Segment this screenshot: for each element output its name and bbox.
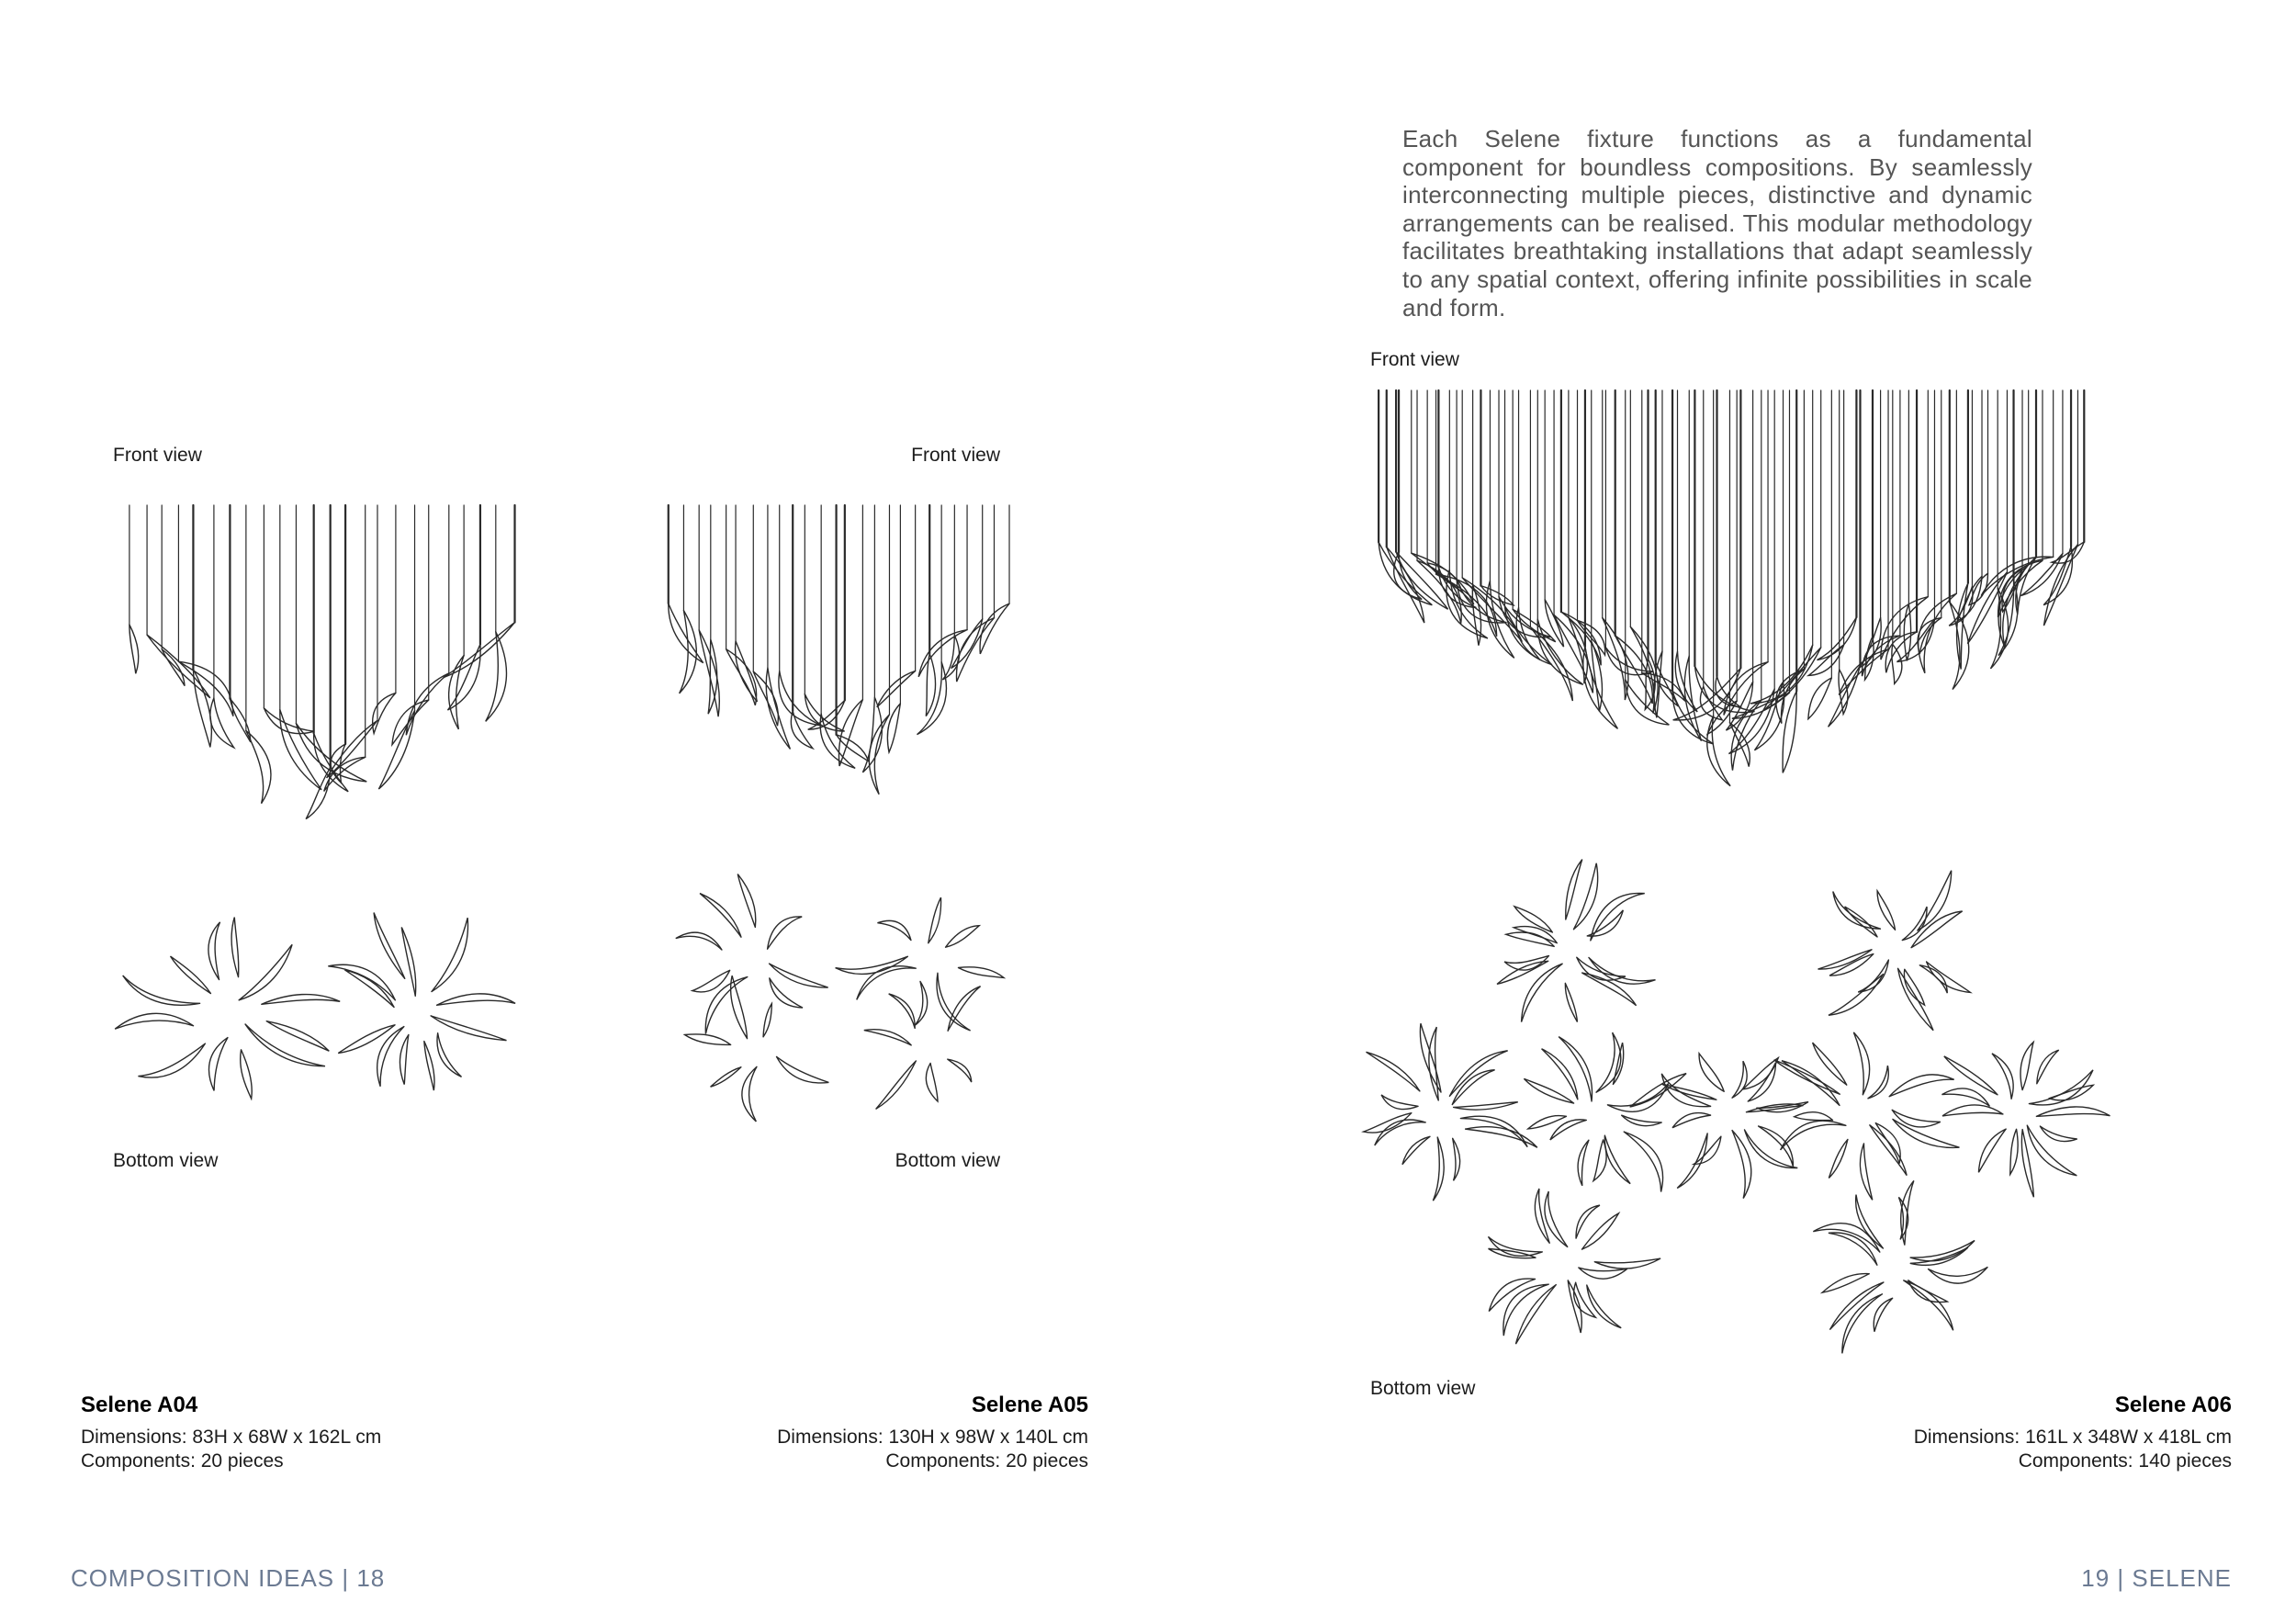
a06-components: Components: 140 pieces bbox=[2018, 1450, 2232, 1472]
a06-title: Selene A06 bbox=[2114, 1393, 2232, 1417]
footer-right-page-label: 19 | SELENE bbox=[2081, 1564, 2232, 1592]
a04-bottom-view-drawing bbox=[119, 919, 523, 1111]
a04-title: Selene A04 bbox=[81, 1393, 198, 1417]
a05-front-view-label: Front view bbox=[911, 445, 1000, 466]
a06-front-view-label: Front view bbox=[1370, 349, 1459, 370]
a05-bottom-view-drawing bbox=[661, 868, 1019, 1125]
footer-left-page-label: COMPOSITION IDEAS | 18 bbox=[71, 1564, 386, 1592]
a04-front-view-drawing bbox=[119, 505, 523, 845]
a05-front-view-drawing bbox=[661, 505, 1019, 808]
a05-bottom-view-label: Bottom view bbox=[895, 1150, 1000, 1171]
a04-dimensions: Dimensions: 83H x 68W x 162L cm bbox=[81, 1427, 382, 1448]
a06-bottom-view-label: Bottom view bbox=[1370, 1378, 1476, 1399]
a05-title: Selene A05 bbox=[971, 1393, 1088, 1417]
a04-front-view-label: Front view bbox=[113, 445, 202, 466]
a06-bottom-view-drawing bbox=[1368, 873, 2094, 1350]
a05-dimensions: Dimensions: 130H x 98W x 140L cm bbox=[777, 1427, 1088, 1448]
a04-bottom-view-label: Bottom view bbox=[113, 1150, 219, 1171]
a04-components: Components: 20 pieces bbox=[81, 1450, 284, 1472]
a05-components: Components: 20 pieces bbox=[885, 1450, 1088, 1472]
a06-front-view-drawing bbox=[1368, 390, 2094, 767]
intro-paragraph: Each Selene fixture functions as a fundamental component for boundless compositions. By seamlessly interconnecting multiple pieces, distinctive and dynamic arrangements can be realised. This modular methodology facilitates breathtaking installations that adapt seamlessly to any spatial context, offering infinite possibilities in scale and form. bbox=[1402, 125, 2032, 321]
a06-dimensions: Dimensions: 161L x 348W x 418L cm bbox=[1913, 1427, 2232, 1448]
